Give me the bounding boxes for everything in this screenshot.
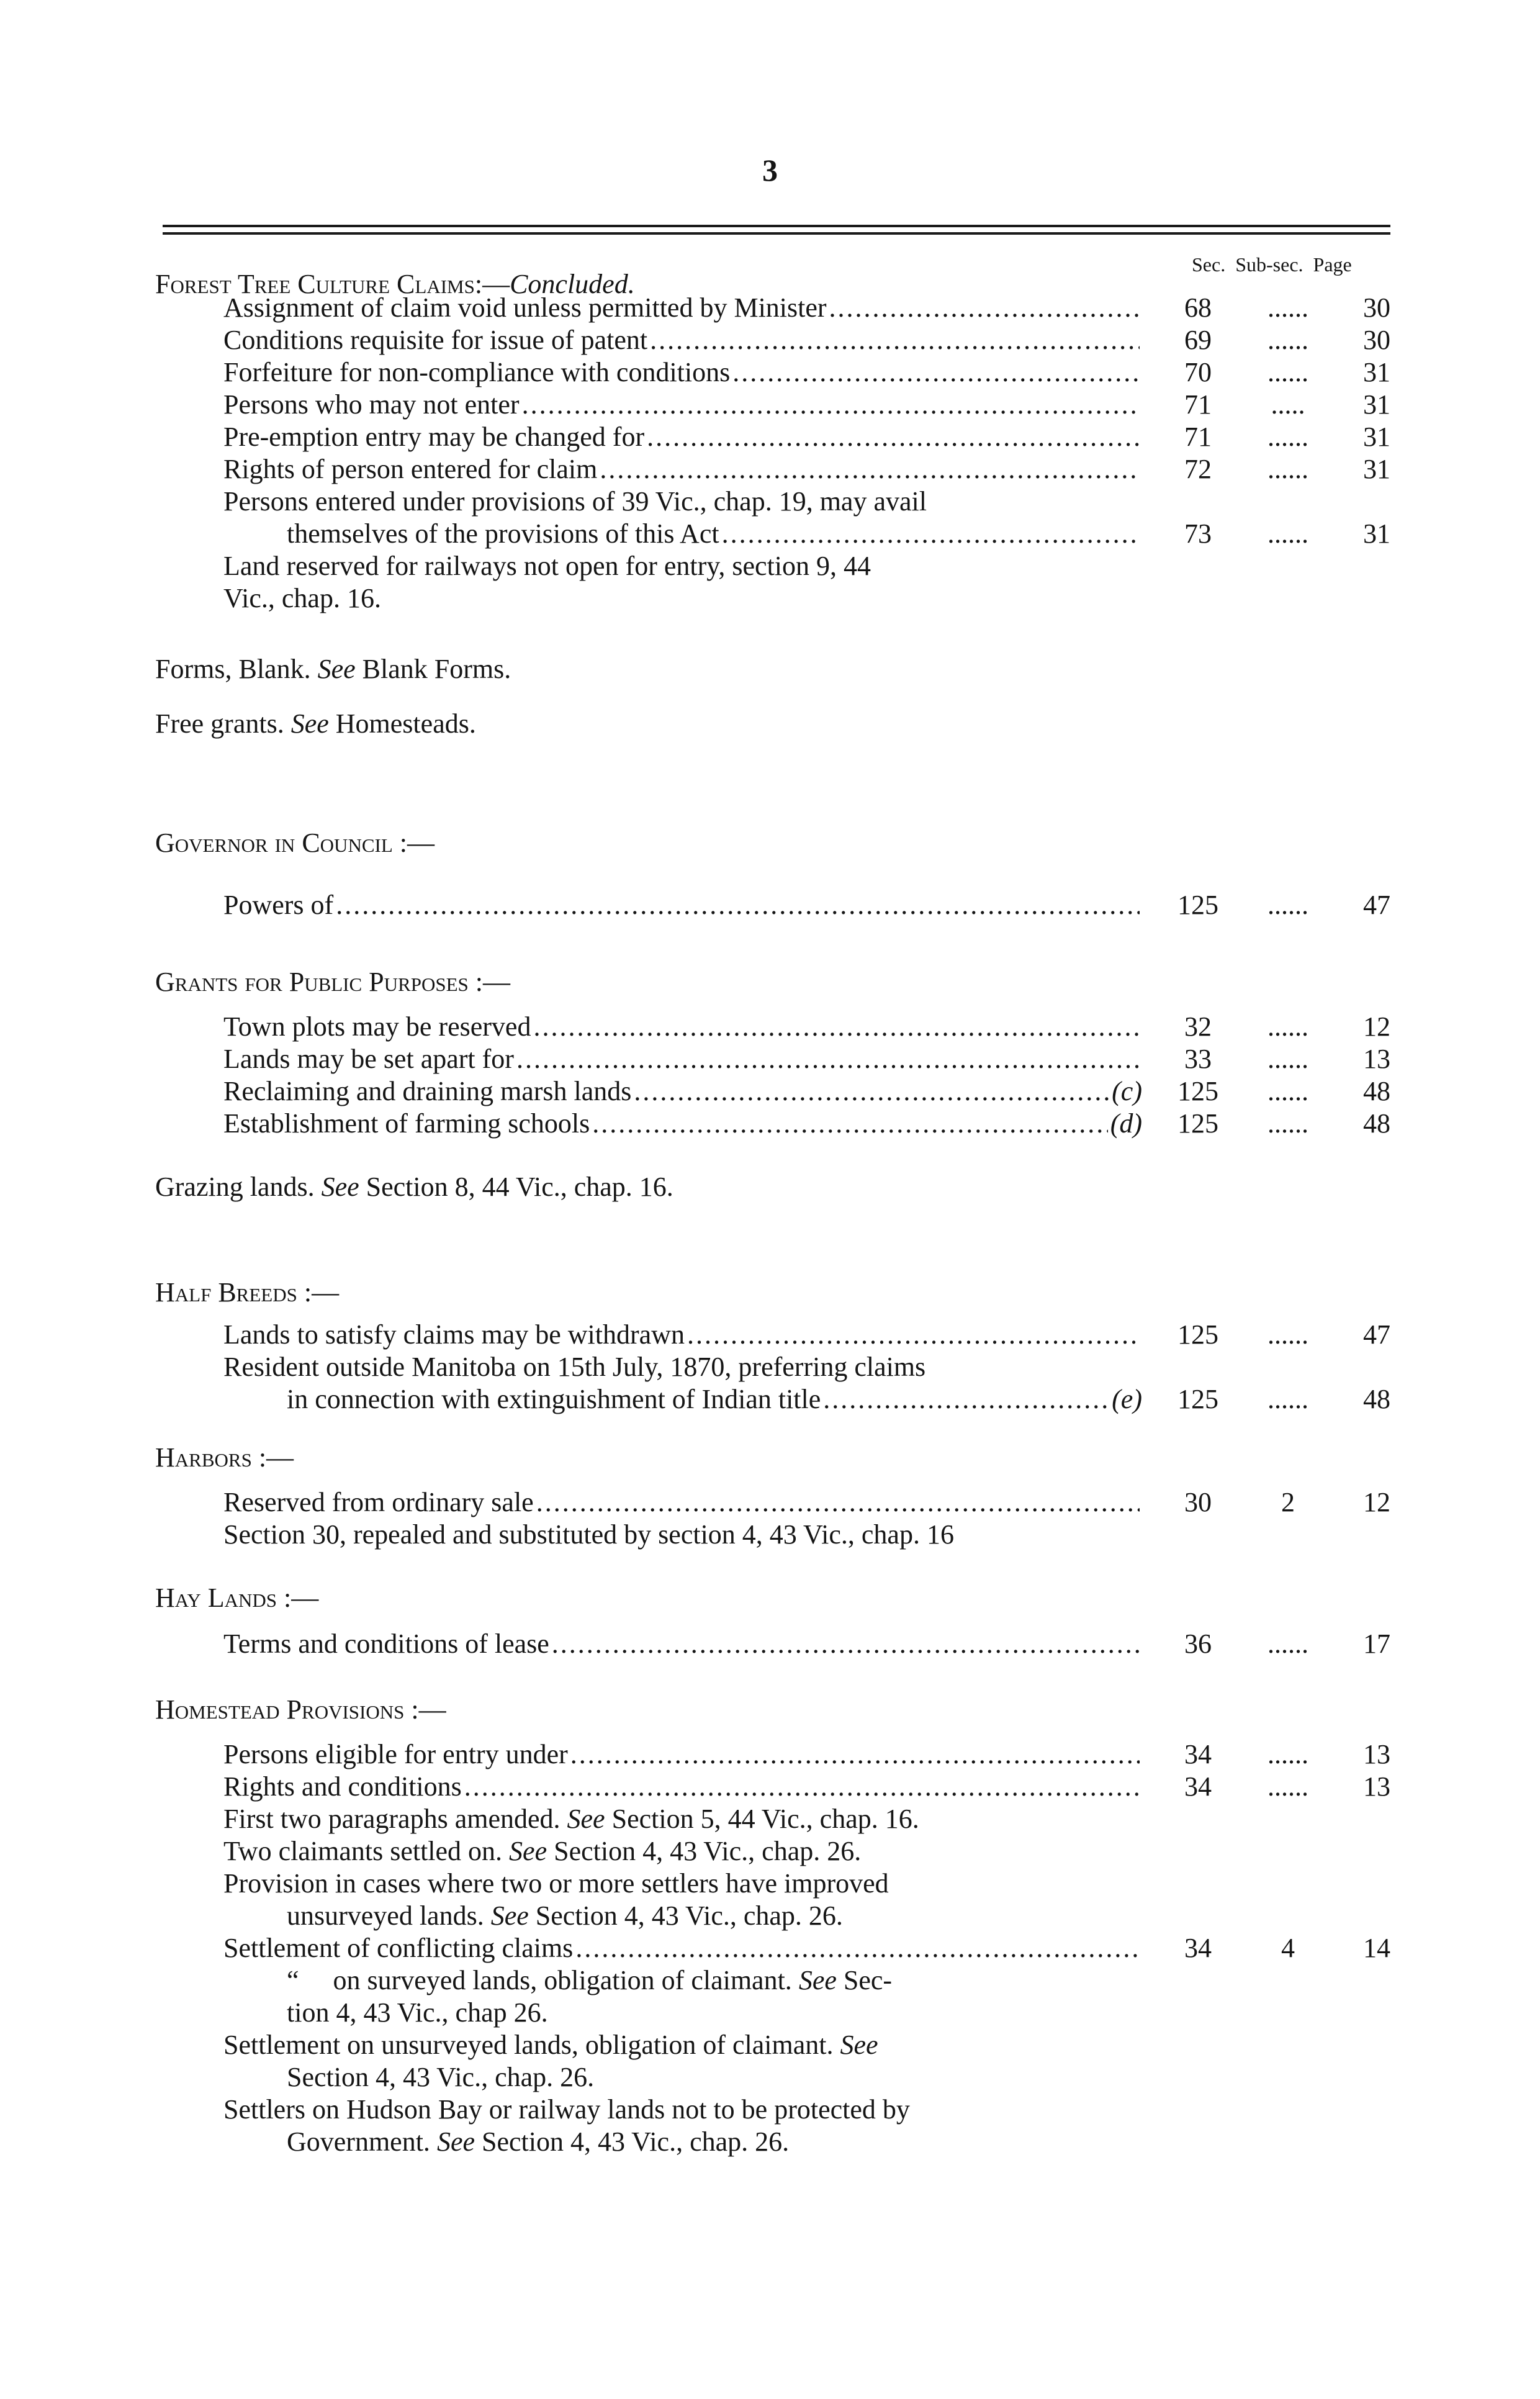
col-header-page: Page [1313, 253, 1352, 276]
row-subsec: ..... [1271, 389, 1305, 420]
forest-heading-suffix: Concluded. [510, 269, 635, 299]
row-page: 13 [1363, 1044, 1390, 1074]
row-page: 31 [1363, 357, 1390, 387]
row-desc: Settlement of conflicting claims [223, 1933, 574, 1963]
row-sec: 68 [1184, 292, 1212, 323]
row-subsec: ...... [1268, 1044, 1308, 1074]
row-subref: (c) [1112, 1076, 1142, 1106]
section-heading-harbors: Harbors :— [155, 1442, 294, 1473]
section-heading-governor: Governor in Council :— [155, 828, 435, 858]
row-page: 47 [1363, 1319, 1390, 1350]
table-row [0, 1043, 1540, 1075]
homestead-ditto-line [287, 1964, 892, 1997]
homestead-two-claimants [223, 1835, 861, 1868]
row-subsec: 2 [1281, 1487, 1295, 1517]
table-row [0, 389, 1540, 421]
row-page: 47 [1363, 890, 1390, 920]
row-page: 31 [1363, 454, 1390, 484]
entry-term: unsurveyed lands. [287, 1900, 484, 1931]
section-heading-grants: Grants for Public Purposes :— [155, 967, 510, 997]
entry-target: Section 4, 43 Vic., chap. 26. [535, 1900, 843, 1931]
row-sec: 70 [1184, 357, 1212, 387]
homestead-provision-line1: Provision in cases where two or more settlers have improved [223, 1868, 889, 1899]
entry-target: Section 5, 44 Vic., chap. 16. [611, 1804, 919, 1834]
row-sec: 30 [1184, 1487, 1212, 1517]
row-subsec: ...... [1268, 325, 1308, 355]
row-sec: 69 [1184, 325, 1212, 355]
entry-target: Sec- [843, 1965, 893, 1995]
entry-target: Section 4, 43 Vic., chap. 26. [482, 2126, 790, 2157]
row-subsec: ...... [1268, 1384, 1308, 1414]
see-ref: See [567, 1804, 605, 1834]
header-rule-bottom [163, 232, 1390, 235]
row-desc: themselves of the provisions of this Act [287, 518, 719, 549]
col-header-subsec: Sub-sec. [1235, 253, 1304, 276]
row-sec: 34 [1184, 1933, 1212, 1963]
row-page: 48 [1363, 1384, 1390, 1414]
see-ref: See [436, 2126, 475, 2157]
row-desc: Town plots may be reserved [223, 1011, 531, 1042]
see-ref: See [317, 654, 356, 684]
row-desc: Reserved from ordinary sale [223, 1487, 534, 1517]
table-row [0, 421, 1540, 453]
row-subsec: ...... [1268, 422, 1308, 452]
row-page: 12 [1363, 1487, 1390, 1517]
row-desc: Rights and conditions [223, 1771, 462, 1802]
row-sec: 125 [1178, 1076, 1218, 1106]
see-ref: See [321, 1172, 359, 1202]
entry-term: Two claimants settled on. [223, 1836, 503, 1866]
row-page: 31 [1363, 389, 1390, 420]
table-row [0, 1771, 1540, 1803]
row-subsec: ...... [1268, 357, 1308, 387]
row-subsec: ...... [1268, 890, 1308, 920]
table-row [0, 1628, 1540, 1660]
section-heading-hay: Hay Lands :— [155, 1583, 319, 1613]
row-sec: 125 [1178, 1319, 1218, 1350]
table-row [0, 1319, 1540, 1351]
forms-blank-entry [155, 653, 511, 685]
homestead-first-two [223, 1803, 919, 1835]
row-desc: Pre-emption entry may be changed for [223, 422, 645, 452]
page-number: 3 [762, 153, 778, 187]
table-row [0, 889, 1540, 921]
row-page: 14 [1363, 1933, 1390, 1963]
row-sec: 125 [1178, 890, 1218, 920]
forest-land-line1: Land reserved for railways not open for entry, section 9, 44 [223, 551, 871, 581]
entry-term: First two paragraphs amended. [223, 1804, 561, 1834]
table-row [0, 1932, 1540, 1964]
table-row [0, 1383, 1540, 1416]
homestead-ditto-line2: tion 4, 43 Vic., chap 26. [287, 1997, 548, 2028]
grazing-entry [155, 1171, 673, 1203]
entry-target: Blank Forms. [362, 654, 511, 684]
row-sec: 36 [1184, 1629, 1212, 1659]
row-subsec: ...... [1268, 1076, 1308, 1106]
table-row [0, 453, 1540, 486]
row-desc: Persons who may not enter [223, 389, 520, 420]
row-desc: in connection with extinguishment of Indian title [287, 1384, 821, 1414]
section-heading-half-breeds: Half Breeds :— [155, 1277, 340, 1308]
row-sec: 72 [1184, 454, 1212, 484]
free-grants-entry [155, 708, 476, 740]
table-row [0, 518, 1540, 550]
row-desc: Assignment of claim void unless permitted by Minister [223, 292, 827, 323]
row-subsec: 4 [1281, 1933, 1295, 1963]
table-row [0, 292, 1540, 324]
row-subsec: ...... [1268, 1108, 1308, 1139]
entry-target: Homesteads. [335, 708, 476, 739]
see-ref: See [798, 1965, 837, 1995]
forest-heading-text: Forest Tree Culture Claims:— [155, 269, 510, 299]
row-desc: Rights of person entered for claim [223, 454, 598, 484]
harbors-note: Section 30, repealed and substituted by section 4, 43 Vic., chap. 16 [223, 1519, 954, 1550]
row-page: 48 [1363, 1108, 1390, 1139]
row-subsec: ...... [1268, 1319, 1308, 1350]
row-sec: 33 [1184, 1044, 1212, 1074]
row-page: 13 [1363, 1739, 1390, 1769]
section-heading-homestead: Homestead Provisions :— [155, 1694, 446, 1725]
entry-term: Government. [287, 2126, 430, 2157]
homestead-settlers-line1: Settlers on Hudson Bay or railway lands not to be protected by [223, 2094, 910, 2125]
col-header-sec: Sec. [1192, 253, 1226, 276]
row-sec: 125 [1178, 1108, 1218, 1139]
column-headers [1192, 253, 1352, 276]
row-page: 30 [1363, 325, 1390, 355]
entry-term: Settlement on unsurveyed lands, obligation of claimant. [223, 2030, 834, 2060]
forest-land-line2: Vic., chap. 16. [223, 583, 381, 613]
row-page: 17 [1363, 1629, 1390, 1659]
row-subsec: ...... [1268, 1011, 1308, 1042]
row-desc: Terms and conditions of lease [223, 1629, 549, 1659]
row-subsec: ...... [1268, 1771, 1308, 1802]
entry-term: Free grants. [155, 708, 284, 739]
entry-term: Grazing lands. [155, 1172, 315, 1202]
row-desc: Powers of [223, 890, 334, 920]
entry-term: “ on surveyed lands, obligation of claimant. [287, 1965, 792, 1995]
row-sec: 125 [1178, 1384, 1218, 1414]
homestead-provision-line2 [287, 1900, 843, 1932]
table-row [0, 1011, 1540, 1043]
row-page: 31 [1363, 518, 1390, 549]
row-desc: Lands to satisfy claims may be withdrawn [223, 1319, 685, 1350]
row-desc: Reclaiming and draining marsh lands [223, 1076, 632, 1106]
row-sec: 73 [1184, 518, 1212, 549]
row-subsec: ...... [1268, 292, 1308, 323]
entry-target: Section 4, 43 Vic., chap. 26. [554, 1836, 862, 1866]
header-rule-top [163, 225, 1390, 227]
row-subsec: ...... [1268, 454, 1308, 484]
row-desc: Establishment of farming schools [223, 1108, 590, 1139]
table-row [0, 1108, 1540, 1140]
forest-persons-line1: Persons entered under provisions of 39 Vic., chap. 19, may avail [223, 486, 927, 517]
row-page: 48 [1363, 1076, 1390, 1106]
see-ref: See [290, 708, 329, 739]
see-ref: See [509, 1836, 547, 1866]
row-subsec: ...... [1268, 518, 1308, 549]
row-sec: 34 [1184, 1771, 1212, 1802]
table-row [0, 356, 1540, 389]
table-row [0, 324, 1540, 356]
entry-target: Section 8, 44 Vic., chap. 16. [366, 1172, 673, 1202]
row-sec: 32 [1184, 1011, 1212, 1042]
row-subsec: ...... [1268, 1739, 1308, 1769]
entry-term: Forms, Blank. [155, 654, 311, 684]
row-page: 31 [1363, 422, 1390, 452]
table-row [0, 1486, 1540, 1519]
table-row [0, 1075, 1540, 1108]
row-desc: Conditions requisite for issue of patent [223, 325, 648, 355]
half-breeds-resident-line1: Resident outside Manitoba on 15th July, 1870, preferring claims [223, 1352, 926, 1382]
table-row [0, 1738, 1540, 1771]
homestead-settlers-line2 [287, 2126, 789, 2158]
row-sec: 71 [1184, 422, 1212, 452]
row-sec: 34 [1184, 1739, 1212, 1769]
row-desc: Forfeiture for non-compliance with conditions [223, 357, 731, 387]
row-subsec: ...... [1268, 1629, 1308, 1659]
row-page: 30 [1363, 292, 1390, 323]
homestead-unsurveyed-line2: Section 4, 43 Vic., chap. 26. [287, 2062, 595, 2092]
row-subref: (e) [1112, 1384, 1142, 1414]
see-ref: See [490, 1900, 529, 1931]
row-sec: 71 [1184, 389, 1212, 420]
row-desc: Lands may be set apart for [223, 1044, 514, 1074]
row-page: 13 [1363, 1771, 1390, 1802]
row-desc: Persons eligible for entry under [223, 1739, 568, 1769]
row-page: 12 [1363, 1011, 1390, 1042]
row-subref: (d) [1110, 1108, 1142, 1139]
see-ref: See [840, 2030, 878, 2060]
homestead-unsurveyed-line1 [223, 2029, 878, 2061]
